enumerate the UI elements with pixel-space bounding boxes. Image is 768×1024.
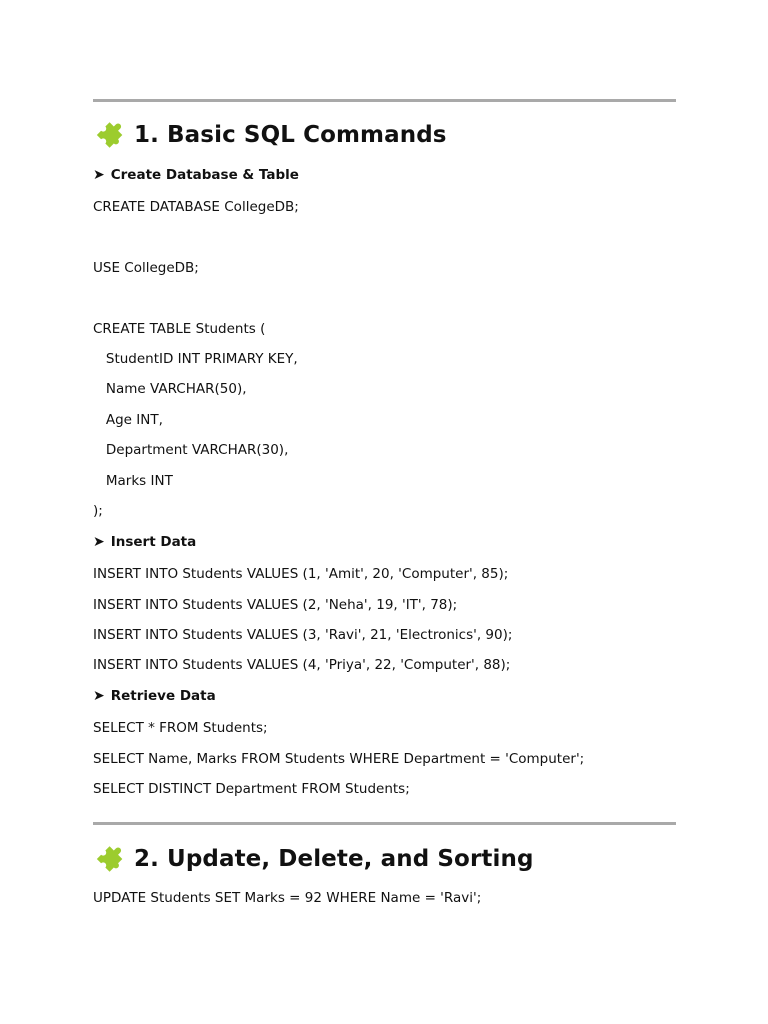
subsection-label: Create Database & Table <box>110 167 299 183</box>
section-divider <box>93 99 676 102</box>
subsection-heading <box>93 534 196 550</box>
code-line: StudentID INT PRIMARY KEY, <box>93 351 298 367</box>
section-heading <box>96 119 447 151</box>
section-title: 1. Basic SQL Commands <box>134 122 447 148</box>
section-heading <box>96 843 534 875</box>
code-line: CREATE DATABASE CollegeDB; <box>93 199 299 215</box>
code-line: SELECT DISTINCT Department FROM Students; <box>93 781 410 797</box>
code-line: Department VARCHAR(30), <box>93 442 289 458</box>
code-line: USE CollegeDB; <box>93 260 199 276</box>
subsection-label: Insert Data <box>110 534 197 550</box>
puzzle-piece-icon <box>96 120 126 150</box>
code-line: CREATE TABLE Students ( <box>93 321 266 337</box>
code-line: UPDATE Students SET Marks = 92 WHERE Name = 'Ravi'; <box>93 890 482 906</box>
arrow-bullet-icon: ➤ <box>93 534 105 550</box>
section-title: 2. Update, Delete, and Sorting <box>134 846 534 872</box>
code-line: INSERT INTO Students VALUES (1, 'Amit', 20, 'Computer', 85); <box>93 566 509 582</box>
subsection-heading <box>93 167 299 183</box>
code-line: Name VARCHAR(50), <box>93 381 247 397</box>
code-line: INSERT INTO Students VALUES (4, 'Priya', 22, 'Computer', 88); <box>93 657 511 673</box>
code-line: SELECT Name, Marks FROM Students WHERE Department = 'Computer'; <box>93 751 585 767</box>
code-line: Marks INT <box>93 473 173 489</box>
arrow-bullet-icon: ➤ <box>93 688 105 704</box>
code-line: INSERT INTO Students VALUES (2, 'Neha', 19, 'IT', 78); <box>93 597 458 613</box>
code-line: ); <box>93 503 103 519</box>
code-line: SELECT * FROM Students; <box>93 720 268 736</box>
code-line: Age INT, <box>93 412 163 428</box>
subsection-label: Retrieve Data <box>110 688 216 704</box>
section-divider <box>93 822 676 825</box>
code-line: INSERT INTO Students VALUES (3, 'Ravi', 21, 'Electronics', 90); <box>93 627 513 643</box>
puzzle-piece-icon <box>96 844 126 874</box>
arrow-bullet-icon: ➤ <box>93 167 105 183</box>
subsection-heading <box>93 688 216 704</box>
document-page <box>93 0 676 1024</box>
